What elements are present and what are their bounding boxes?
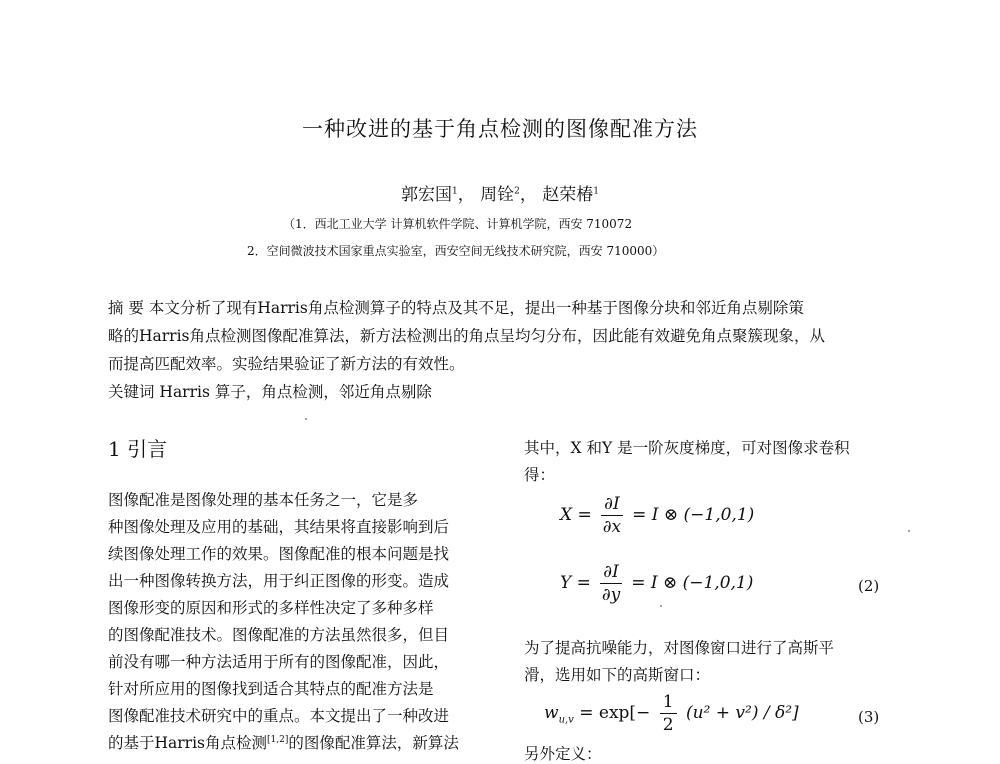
abstract-line: 摘 要 本文分析了现有Harris角点检测算子的特点及其不足，提出一种基于图像分块和邻近角点剔除策 bbox=[108, 299, 804, 317]
body-line: 前没有哪一种方法适用于所有的图像配准，因此， bbox=[108, 653, 450, 671]
author-name: 赵荣椿 bbox=[542, 185, 594, 205]
equation-lhs: X = bbox=[560, 505, 592, 525]
abstract-line: 而提高匹配效率。实验结果验证了新方法的有效性。 bbox=[108, 355, 465, 373]
citation-ref[interactable]: [1,2] bbox=[267, 734, 289, 745]
author-name: 郭宏国 bbox=[400, 185, 452, 205]
body-line: 种图像处理及应用的基础，其结果将直接影响到后 bbox=[108, 518, 450, 536]
fraction-denominator: 2 bbox=[662, 715, 674, 735]
equation-lhs: Y = bbox=[560, 573, 591, 593]
fraction-numerator: ∂I bbox=[600, 562, 622, 584]
body-line: 出一种图像转换方法，用于纠正图像的形变。造成 bbox=[108, 572, 450, 590]
fraction bbox=[600, 562, 622, 605]
author-affiliation-mark: 1 bbox=[593, 186, 599, 197]
author-separator: ， bbox=[519, 185, 537, 205]
body-line: 为了提高抗噪能力，对图像窗口进行了高斯平 bbox=[524, 639, 835, 657]
equation-1 bbox=[560, 494, 754, 537]
keywords-line: 关键词 Harris 算子，角点检测，邻近角点剔除 bbox=[108, 383, 432, 401]
body-line: 针对所应用的图像找到适合其特点的配准方法是 bbox=[108, 680, 434, 698]
body-line: 图像配准是图像处理的基本任务之一，它是多 bbox=[108, 491, 419, 509]
author-affiliation-mark: 2 bbox=[514, 186, 520, 197]
author-list bbox=[0, 180, 1000, 205]
body-line: 另外定义： bbox=[524, 745, 602, 763]
equation-rhs: (u² + v²) / δ²] bbox=[685, 703, 799, 723]
section-heading: 1 引言 bbox=[108, 437, 168, 461]
body-line: 得： bbox=[524, 466, 556, 484]
author-affiliation-mark: 1 bbox=[451, 186, 458, 197]
body-line: 滑，选用如下的高斯窗口： bbox=[524, 666, 711, 684]
body-line: 的图像配准技术。图像配准的方法虽然很多，但目 bbox=[108, 626, 450, 644]
equation-lhs: w bbox=[544, 703, 559, 723]
body-text: 的图像配准算法，新算法 bbox=[288, 734, 459, 752]
fraction bbox=[601, 494, 623, 537]
equation-mid: = exp[− bbox=[573, 703, 651, 723]
scan-speck bbox=[660, 605, 662, 607]
fraction bbox=[660, 692, 677, 735]
body-text: 的基于Harris角点检测 bbox=[108, 734, 267, 752]
fraction-numerator: 1 bbox=[660, 692, 677, 714]
author-separator: ， bbox=[457, 185, 475, 205]
affiliation-1: （1．西北工业大学 计算机软件学院、计算机学院，西安 710072 bbox=[283, 217, 633, 231]
equation-3 bbox=[544, 692, 799, 735]
fraction-denominator: ∂y bbox=[601, 585, 621, 605]
fraction-numerator: ∂I bbox=[601, 494, 623, 516]
equation-subscript: u,v bbox=[558, 714, 574, 726]
scan-speck bbox=[305, 418, 307, 420]
author-name: 周铨 bbox=[480, 185, 515, 205]
body-line: 图像形变的原因和形式的多样性决定了多种多样 bbox=[108, 599, 434, 617]
equation-rhs: = I ⊗ (−1,0,1) bbox=[632, 505, 755, 525]
equation-2 bbox=[560, 562, 753, 605]
equation-number: (2) bbox=[858, 577, 880, 595]
abstract-line: 略的Harris角点检测图像配准算法，新方法检测出的角点呈均匀分布，因此能有效避免角点聚簇现象，从 bbox=[108, 327, 825, 345]
fraction-denominator: ∂x bbox=[602, 517, 622, 537]
scan-speck bbox=[908, 530, 910, 532]
paper-title: 一种改进的基于角点检测的图像配准方法 bbox=[302, 117, 698, 141]
affiliation-2: 2．空间微波技术国家重点实验室，西安空间无线技术研究院，西安 710000） bbox=[247, 244, 665, 258]
body-line: 其中，X 和Y 是一阶灰度梯度，可对图像求卷积 bbox=[524, 439, 850, 457]
body-line: 图像配准技术研究中的重点。本文提出了一种改进 bbox=[108, 707, 450, 725]
equation-rhs: = I ⊗ (−1,0,1) bbox=[631, 573, 754, 593]
body-line bbox=[108, 731, 459, 753]
body-line: 续图像处理工作的效果。图像配准的根本问题是找 bbox=[108, 545, 450, 563]
equation-number: (3) bbox=[858, 708, 880, 726]
